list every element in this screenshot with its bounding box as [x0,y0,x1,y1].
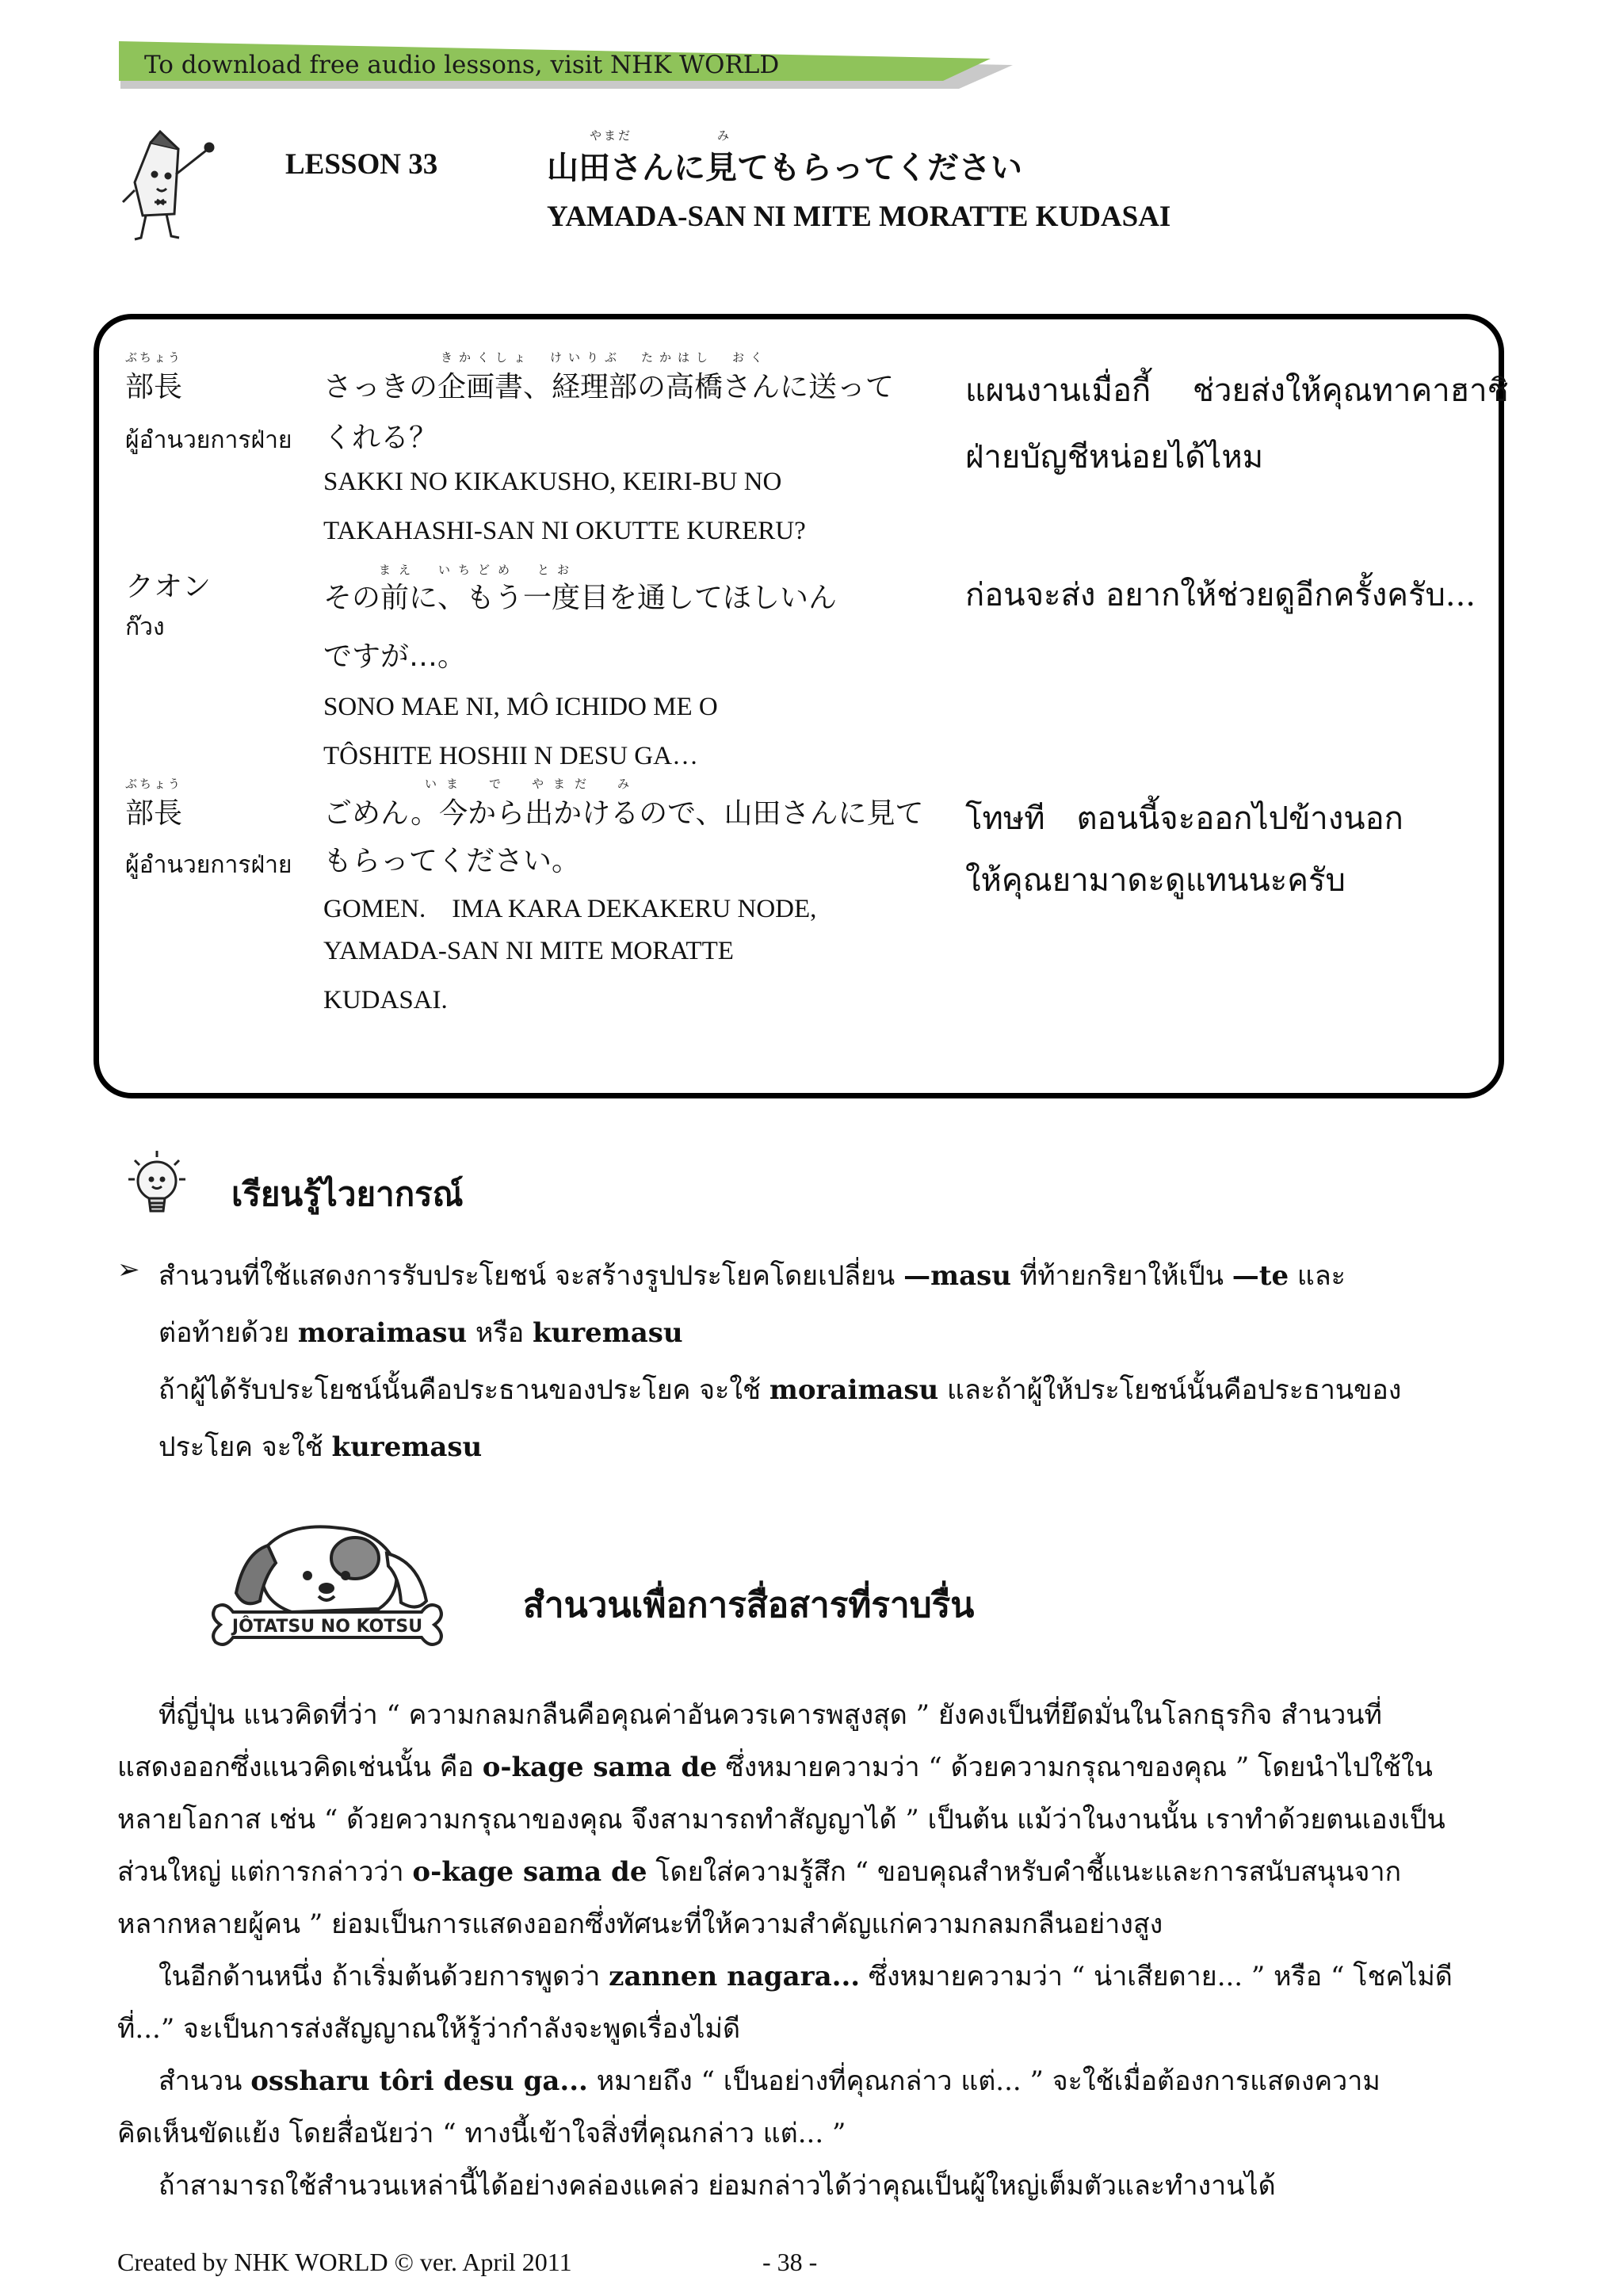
jotatsu-dog-logo [204,1514,450,1672]
dialogue-romaji: YAMADA-SAN NI MITE MORATTE [323,937,734,965]
dialogue-japanese: その前に、もう一度目を通してほしいん [323,582,838,614]
grammar-paragraph-line: สำนวนที่ใช้แสดงการรับประโยชน์ จะสร้างรูปประโยคโดยเปลี่ยน —masu ที่ท้ายกริยาให้เป็น —te และ [158,1260,1346,1292]
lesson-title-romaji: YAMADA-SAN NI MITE MORATTE KUDASAI [547,201,1171,233]
grammar-bullet: ➢ [117,1254,140,1286]
grammar-paragraph-line: ประโยค จะใช้ kuremasu [158,1431,483,1463]
speaker-name: 部長 [125,371,183,403]
dialogue-thai: ฝ่ายบัญชีหน่อยได้ไหม [965,439,1264,476]
speaker-ruby: ぶちょう [125,350,183,365]
speaker-name: クオン [125,571,212,603]
tips-paragraph-line: ในอีกด้านหนึ่ง ถ้าเริ่มต้นด้วยการพูดว่า zannen nagara... ซึ่งหมายความว่า “ น่าเสียดาย... ” หรือ “ โชคไม่ดี [158,1961,1453,1992]
lesson-title-japanese: 山田さんに見てもらってください [547,150,1022,186]
speaker-name-thai: ผู้อำนวยการฝ่าย [125,426,292,454]
speaker-name-thai: ผู้อำนวยการฝ่าย [125,851,292,879]
dialogue-japanese: ごめん。今から出かけるので、山田さんに見て [323,797,924,830]
page-number: - 38 - [762,2248,818,2276]
lightbulb-icon [117,1141,197,1221]
lesson-title-ruby: やまだ [590,128,633,143]
dialogue-thai: แผนงานเมื่อกี้ ช่วยส่งให้คุณทาคาฮาชิ [965,372,1509,409]
dialogue-japanese: くれる？ [323,422,438,454]
speaker-name-thai: ก๊วง [125,613,165,641]
tips-paragraph-line: ที่ญี่ปุ่น แนวคิดที่ว่า “ ความกลมกลืนคือคุณค่าอันควรเคารพสูงสุด ” ยังคงเป็นที่ยึดมั่นในโลกธุรกิจ สำนวนที่ [158,1699,1382,1731]
tips-paragraph-line: คิดเห็นขัดแย้ง โดยสื่อนัยว่า “ ทางนี้เข้าใจสิ่งที่คุณกล่าว แต่... ” [117,2118,846,2149]
grammar-paragraph-line: ถ้าผู้ได้รับประโยชน์นั้นคือประธานของประโยค จะใช้ moraimasu และถ้าผู้ให้ประโยชน์นั้นคือประธานของ [158,1374,1402,1406]
dialogue-ruby: いま で やまだ み [425,777,640,791]
dialogue-romaji: KUDASAI. [323,986,448,1014]
footer-credit: Created by NHK WORLD © ver. April 2011 [117,2248,572,2276]
dialogue-romaji: TÔSHITE HOSHII N DESU GA… [323,742,698,770]
dialogue-japanese: さっきの企画書、経理部の高橋さんに送って [323,371,895,403]
dialogue-ruby: きかくしょ けいりぶ たかはし おく [441,350,769,365]
grammar-heading: เรียนรู้ไวยากรณ์ [231,1175,464,1213]
dialogue-romaji: TAKAHASHI-SAN NI OKUTTE KURERU? [323,517,806,545]
dialogue-box [94,314,1504,1098]
dialogue-thai: ให้คุณยามาดะดูแทนนะครับ [965,862,1346,899]
banner-text: To download free audio lessons, visit NHK WORLD [144,51,780,79]
tips-paragraph-line: หลายโอกาส เช่น “ ด้วยความกรุณาของคุณ จึงสามารถทำสัญญาได้ ” เป็นต้น แม้ว่าในงานนั้น เราทำด้วยตนเองเป็น [117,1804,1445,1836]
dialogue-romaji: SAKKI NO KIKAKUSHO, KEIRI-BU NO [323,468,782,496]
tips-paragraph-line: ที่...” จะเป็นการส่งสัญญาณให้รู้ว่ากำลังจะพูดเรื่องไม่ดี [117,2013,741,2045]
dialogue-thai: ก่อนจะส่ง อยากให้ช่วยดูอีกครั้งครับ... [965,577,1476,613]
tips-paragraph-line: ถ้าสามารถใช้สำนวนเหล่านี้ได้อย่างคล่องแคล่ว ย่อมกล่าวได้ว่าคุณเป็นผู้ใหญ่เต็มตัวและทำงานได้ [158,2170,1276,2202]
dialogue-thai: โทษที ตอนนี้จะออกไปข้างนอก [965,800,1403,837]
tips-paragraph-line: แสดงออกซึ่งแนวคิดเช่นนั้น คือ o-kage sama de ซึ่งหมายความว่า “ ด้วยความกรุณาของคุณ ” โดยนำไปใช้ใน [117,1752,1433,1783]
dialogue-ruby: まえ いちどめ とお [379,563,578,577]
speaker-ruby: ぶちょう [125,777,183,791]
pencil-mascot-icon [111,127,238,254]
dialogue-romaji: GOMEN. IMA KARA DEKAKERU NODE, [323,895,817,923]
lesson-title-ruby-2: み [717,128,732,143]
grammar-paragraph-line: ต่อท้ายด้วย moraimasu หรือ kuremasu [158,1317,683,1349]
dialogue-romaji: SONO MAE NI, MÔ ICHIDO ME O [323,693,718,721]
tips-paragraph-line: สำนวน ossharu tôri desu ga... หมายถึง “ เป็นอย่างที่คุณกล่าว แต่... ” จะใช้เมื่อต้องการแสดงความ [158,2065,1381,2097]
lesson-number: LESSON 33 [285,148,438,181]
dialogue-japanese: ですが…。 [323,640,467,673]
svg-text:JÔTATSU NO KOTSU: JÔTATSU NO KOTSU [231,1617,423,1637]
tips-paragraph-line: ส่วนใหญ่ แต่การกล่าวว่า o-kage sama de โดยใส่ความรู้สึก “ ขอบคุณสำหรับคำชี้แนะและการสนับสนุนจาก [117,1856,1402,1888]
dialogue-japanese: もらってください。 [323,845,581,877]
speaker-name: 部長 [125,797,183,830]
tips-paragraph-line: หลากหลายผู้คน ” ย่อมเป็นการแสดงออกซึ่งทัศนะที่ให้ความสำคัญแก่ความกลมกลืนอย่างสูง [117,1908,1163,1940]
tips-heading: สำนวนเพื่อการสื่อสารที่ราบรื่น [523,1585,975,1626]
